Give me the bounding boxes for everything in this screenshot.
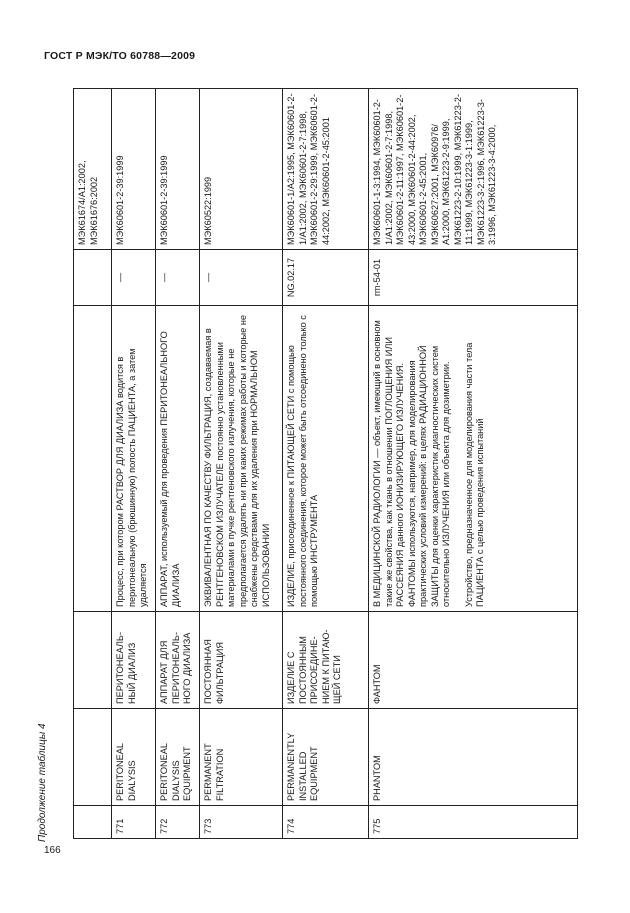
- page-number: 166: [44, 845, 61, 856]
- term-russian: ФАНТОМ: [369, 612, 578, 709]
- term-source: МЭК60601-2-39:1999: [112, 89, 156, 250]
- term-source: МЭК60601-1-3:1994, МЭК60601-2-1/А1:2002, МЭК60601-2-7:1998, МЭК60601-2-11:1997, МЭК60601-2-43:2000, МЭК60601-2-44:2002, МЭК60601-2-45:2001, МЭК60627:2001, МЭК60976/ А1:2000, МЭК61223-2-9:1999, МЭК61223-2-10:1999, МЭК61223-2-11:1999, МЭК61223-3-1:1999, МЭК61223-3-2:1996, МЭК61223-3-3:1996, МЭК61223-3-4:2000,: [369, 89, 578, 250]
- table-row: [112, 89, 156, 839]
- definition-paragraph: АППАРАТ, используемый для проведения ПЕРИТОНЕАЛЬНОГО ДИАЛИЗА: [159, 331, 181, 607]
- table-row: [283, 89, 369, 839]
- term-russian: [74, 612, 112, 709]
- definition-paragraph: ФАНТОМЫ используются, например, для моделирования практических условий измерений: в целях РАДИАЦИОННОЙ ЗАЩИТЫ для оценки характеристик диагностических систем относительно ИЗЛУЧЕНИЯ или объекта для дозиметрии.: [406, 345, 451, 607]
- term-definition: [283, 306, 369, 612]
- term-russian: ПЕРИТОНЕАЛЬ-НЫЙ ДИАЛИЗ: [112, 612, 156, 709]
- table-caption: Продолжение таблицы 4: [37, 723, 48, 842]
- table-row: [156, 89, 200, 839]
- definition-paragraph: ИЗДЕЛИЕ, присоединенное к ПИТАЮЩЕЙ СЕТИ с помощью постоянного соединения, которое может быть отсоединено только с помощью ИНСТРУМЕНТА: [286, 315, 319, 607]
- term-definition: [112, 306, 156, 612]
- page-header: ГОСТ Р МЭК/ТО 60788—2009: [44, 50, 196, 62]
- term-code: —: [112, 250, 156, 306]
- paragraph-spacer: [453, 310, 464, 607]
- term-russian: ПОСТОЯННАЯ ФИЛЬТРАЦИЯ: [200, 612, 283, 709]
- term-number: 774: [283, 806, 369, 839]
- term-code: —: [156, 250, 200, 306]
- term-definition: [200, 306, 283, 612]
- term-number: 773: [200, 806, 283, 839]
- term-definition: [74, 306, 112, 612]
- term-russian: ИЗДЕЛИЕ С ПОСТОЯННЫМ ПРИСОЕДИНЕ-НИЕМ К ПИТАЮ-ЩЕЙ СЕТИ: [283, 612, 369, 709]
- table-row: [200, 89, 283, 839]
- term-code: rm-54-01: [369, 250, 578, 306]
- term-english: PERMANENTLY INSTALLED EQUIPMENT: [283, 709, 369, 806]
- term-definition: [369, 306, 578, 612]
- table-row: [74, 89, 112, 839]
- term-english: PHANTOM: [369, 709, 578, 806]
- term-english: PERMANENT FILTRATION: [200, 709, 283, 806]
- term-source: МЭК61674/А1:2002, МЭК61676:2002: [74, 89, 112, 250]
- table-row: [369, 89, 578, 839]
- term-code: NG.02.17: [283, 250, 369, 306]
- terms-table-rotated: [73, 89, 577, 839]
- definition-paragraph: Процесс, при котором РАСТВОР ДЛЯ ДИАЛИЗА водится в перитонеальную (брюшинную) полость ПАЦИЕНТА, а затем удаляется: [115, 348, 148, 607]
- term-code: [74, 250, 112, 306]
- term-russian: АППАРАТ ДЛЯ ПЕРИТОНЕАЛЬ-НОГО ДИАЛИЗА: [156, 612, 200, 709]
- term-number: 775: [369, 806, 578, 839]
- term-definition: [156, 306, 200, 612]
- term-english: PERITONEAL DIALYSIS EQUIPMENT: [156, 709, 200, 806]
- definition-paragraph: В МЕДИЦИНСКОЙ РАДИОЛОГИИ — объект, имеющий в основном такие же свойства, как ткань в отношении ПОГЛОЩЕНИЯ ИЛИ РАССЕЯНИЯ данного ИОНИЗИРУЮЩЕГО ИЗЛУЧЕНИЯ.: [372, 320, 405, 607]
- term-code: —: [200, 250, 283, 306]
- term-source: МЭК60601-1/А2:1995, МЭК60601-2-1/А1:2002, МЭК60601-2-7:1998, МЭК60601-2-29:1999, МЭК60601-2-44:2002, МЭК60601-2-45:2001: [283, 89, 369, 250]
- terms-table: [73, 88, 578, 839]
- definition-paragraph: Устройство, предназначенное для моделирования части тела ПАЦИЕНТА с целью проведения испытаний: [463, 342, 485, 607]
- term-english: [74, 709, 112, 806]
- definition-paragraph: ЭКВИВАЛЕНТНАЯ ПО КАЧЕСТВУ ФИЛЬТРАЦИЯ, создаваемая в РЕНТГЕНОВСКОМ ИЗЛУЧАТЕЛЕ постоянно установленными материалами в пучке рентгеновского излучения, которые не предполагается удалять ни при каких режимах работы и которые не снабжены средствами для их удаления при НОРМАЛЬНОМ ИСПОЛЬЗОВАНИИ: [203, 314, 271, 607]
- term-number: [74, 806, 112, 839]
- term-english: PERITONEAL DIALYSIS: [112, 709, 156, 806]
- term-number: 772: [156, 806, 200, 839]
- term-source: МЭК60522:1999: [200, 89, 283, 250]
- term-number: 771: [112, 806, 156, 839]
- term-source: МЭК60601-2-39:1999: [156, 89, 200, 250]
